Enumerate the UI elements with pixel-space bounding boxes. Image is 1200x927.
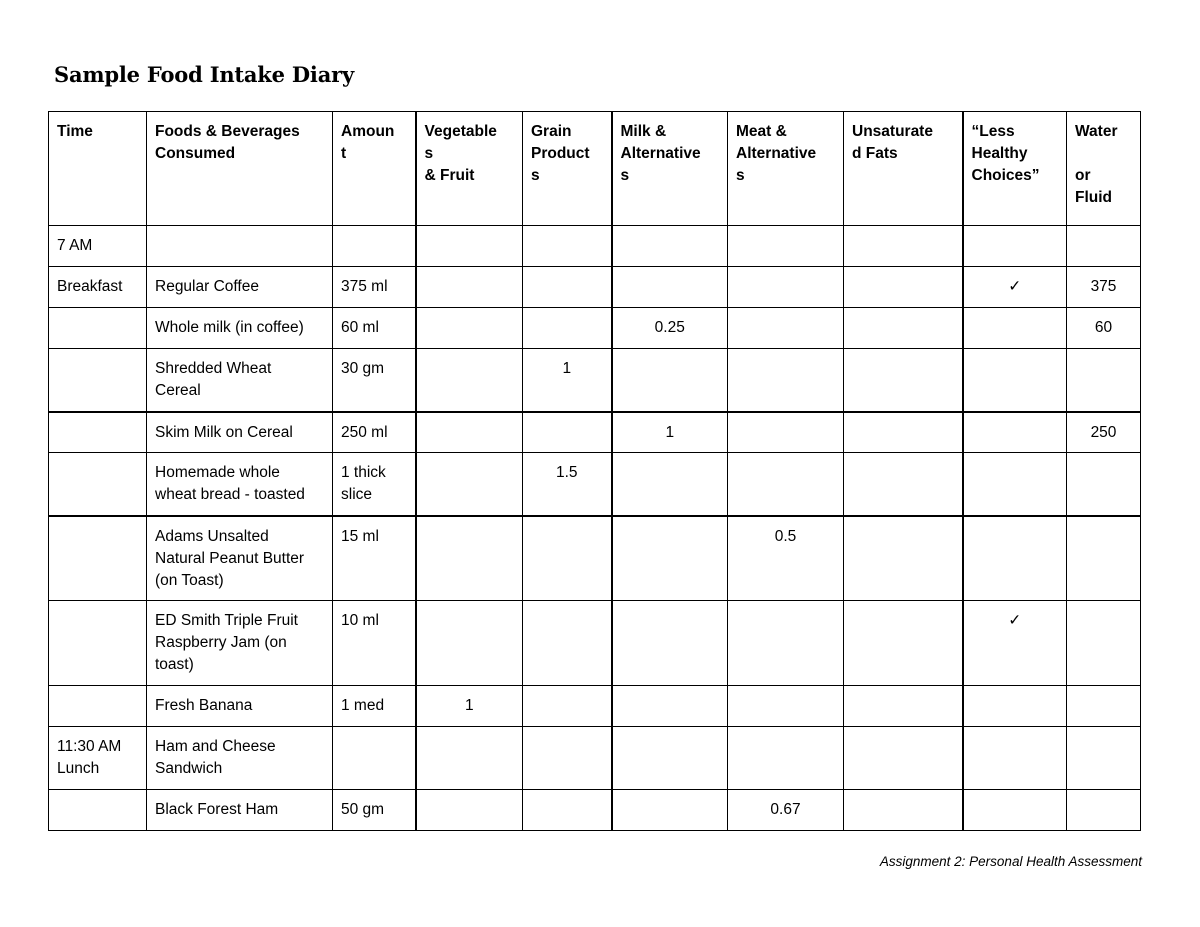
cell-time bbox=[49, 790, 147, 831]
table-row bbox=[49, 267, 1141, 308]
cell-grain bbox=[523, 686, 612, 727]
cell-foods: Whole milk (in coffee) bbox=[147, 308, 333, 349]
column-header-meat: Meat & Alternative s bbox=[728, 112, 844, 226]
cell-veg-fruit bbox=[416, 727, 523, 790]
cell-water bbox=[1067, 349, 1141, 412]
cell-water bbox=[1067, 453, 1141, 516]
cell-less-healthy: ✓ bbox=[963, 601, 1067, 686]
page-title: Sample Food Intake Diary bbox=[54, 62, 354, 87]
table-row bbox=[49, 516, 1141, 601]
cell-unsat-fats bbox=[844, 686, 963, 727]
cell-time bbox=[49, 516, 147, 601]
food-diary-table bbox=[48, 111, 1141, 831]
cell-time: Breakfast bbox=[49, 267, 147, 308]
cell-time bbox=[49, 686, 147, 727]
cell-amount: 1 med bbox=[333, 686, 416, 727]
cell-foods: Fresh Banana bbox=[147, 686, 333, 727]
table-row bbox=[49, 349, 1141, 412]
cell-unsat-fats bbox=[844, 412, 963, 453]
cell-less-healthy bbox=[963, 412, 1067, 453]
cell-amount: 30 gm bbox=[333, 349, 416, 412]
cell-unsat-fats bbox=[844, 267, 963, 308]
cell-unsat-fats bbox=[844, 453, 963, 516]
cell-foods: Ham and Cheese Sandwich bbox=[147, 727, 333, 790]
cell-milk bbox=[612, 226, 728, 267]
cell-foods: Skim Milk on Cereal bbox=[147, 412, 333, 453]
cell-unsat-fats bbox=[844, 226, 963, 267]
cell-foods bbox=[147, 226, 333, 267]
cell-veg-fruit bbox=[416, 516, 523, 601]
table-row bbox=[49, 601, 1141, 686]
cell-grain bbox=[523, 727, 612, 790]
cell-meat bbox=[728, 686, 844, 727]
cell-veg-fruit bbox=[416, 226, 523, 267]
cell-water bbox=[1067, 727, 1141, 790]
cell-milk: 0.25 bbox=[612, 308, 728, 349]
cell-veg-fruit bbox=[416, 412, 523, 453]
cell-meat bbox=[728, 226, 844, 267]
column-header-time: Time bbox=[49, 112, 147, 226]
column-header-water: Water or Fluid bbox=[1067, 112, 1141, 226]
cell-grain bbox=[523, 601, 612, 686]
cell-meat: 0.5 bbox=[728, 516, 844, 601]
cell-unsat-fats bbox=[844, 727, 963, 790]
cell-foods: ED Smith Triple Fruit Raspberry Jam (on toast) bbox=[147, 601, 333, 686]
cell-foods: Homemade whole wheat bread - toasted bbox=[147, 453, 333, 516]
cell-foods: Shredded Wheat Cereal bbox=[147, 349, 333, 412]
cell-water bbox=[1067, 226, 1141, 267]
cell-foods: Regular Coffee bbox=[147, 267, 333, 308]
cell-unsat-fats bbox=[844, 601, 963, 686]
cell-less-healthy bbox=[963, 226, 1067, 267]
table-row bbox=[49, 790, 1141, 831]
cell-less-healthy bbox=[963, 453, 1067, 516]
cell-meat bbox=[728, 453, 844, 516]
cell-water bbox=[1067, 516, 1141, 601]
cell-veg-fruit bbox=[416, 349, 523, 412]
cell-amount: 1 thick slice bbox=[333, 453, 416, 516]
cell-grain bbox=[523, 790, 612, 831]
cell-water bbox=[1067, 790, 1141, 831]
cell-unsat-fats bbox=[844, 349, 963, 412]
cell-milk bbox=[612, 349, 728, 412]
table-row bbox=[49, 308, 1141, 349]
cell-less-healthy bbox=[963, 790, 1067, 831]
column-header-amount: Amoun t bbox=[333, 112, 416, 226]
cell-veg-fruit bbox=[416, 790, 523, 831]
table-row bbox=[49, 727, 1141, 790]
cell-meat bbox=[728, 308, 844, 349]
cell-veg-fruit bbox=[416, 453, 523, 516]
cell-water: 375 bbox=[1067, 267, 1141, 308]
cell-time bbox=[49, 308, 147, 349]
cell-water bbox=[1067, 686, 1141, 727]
cell-water: 60 bbox=[1067, 308, 1141, 349]
cell-unsat-fats bbox=[844, 516, 963, 601]
cell-water bbox=[1067, 601, 1141, 686]
table-row bbox=[49, 226, 1141, 267]
cell-meat bbox=[728, 727, 844, 790]
cell-milk bbox=[612, 686, 728, 727]
column-header-milk: Milk & Alternative s bbox=[612, 112, 728, 226]
cell-veg-fruit bbox=[416, 601, 523, 686]
table-header-row bbox=[49, 112, 1141, 226]
footer-note: Assignment 2: Personal Health Assessment bbox=[879, 854, 1142, 869]
cell-amount: 60 ml bbox=[333, 308, 416, 349]
cell-grain bbox=[523, 267, 612, 308]
column-header-less-healthy: “Less Healthy Choices” bbox=[963, 112, 1067, 226]
cell-water: 250 bbox=[1067, 412, 1141, 453]
cell-amount bbox=[333, 727, 416, 790]
cell-grain bbox=[523, 516, 612, 601]
cell-veg-fruit bbox=[416, 267, 523, 308]
table-row bbox=[49, 453, 1141, 516]
cell-grain: 1.5 bbox=[523, 453, 612, 516]
cell-unsat-fats bbox=[844, 790, 963, 831]
cell-meat bbox=[728, 349, 844, 412]
cell-grain bbox=[523, 412, 612, 453]
cell-meat bbox=[728, 267, 844, 308]
cell-meat: 0.67 bbox=[728, 790, 844, 831]
cell-amount: 250 ml bbox=[333, 412, 416, 453]
cell-meat bbox=[728, 412, 844, 453]
cell-unsat-fats bbox=[844, 308, 963, 349]
cell-milk bbox=[612, 727, 728, 790]
cell-time: 7 AM bbox=[49, 226, 147, 267]
cell-amount: 50 gm bbox=[333, 790, 416, 831]
cell-milk bbox=[612, 601, 728, 686]
cell-grain bbox=[523, 226, 612, 267]
table-row bbox=[49, 686, 1141, 727]
column-header-veg-fruit: Vegetable s & Fruit bbox=[416, 112, 523, 226]
cell-time: 11:30 AM Lunch bbox=[49, 727, 147, 790]
cell-amount: 10 ml bbox=[333, 601, 416, 686]
cell-amount: 15 ml bbox=[333, 516, 416, 601]
cell-less-healthy bbox=[963, 727, 1067, 790]
cell-milk bbox=[612, 516, 728, 601]
column-header-foods: Foods & Beverages Consumed bbox=[147, 112, 333, 226]
cell-time bbox=[49, 601, 147, 686]
cell-milk bbox=[612, 267, 728, 308]
cell-meat bbox=[728, 601, 844, 686]
cell-veg-fruit: 1 bbox=[416, 686, 523, 727]
cell-milk bbox=[612, 453, 728, 516]
cell-milk bbox=[612, 790, 728, 831]
cell-grain bbox=[523, 308, 612, 349]
cell-less-healthy: ✓ bbox=[963, 267, 1067, 308]
cell-grain: 1 bbox=[523, 349, 612, 412]
cell-amount: 375 ml bbox=[333, 267, 416, 308]
cell-less-healthy bbox=[963, 349, 1067, 412]
table-row bbox=[49, 412, 1141, 453]
cell-less-healthy bbox=[963, 308, 1067, 349]
cell-less-healthy bbox=[963, 686, 1067, 727]
cell-foods: Black Forest Ham bbox=[147, 790, 333, 831]
column-header-grain: Grain Product s bbox=[523, 112, 612, 226]
cell-amount bbox=[333, 226, 416, 267]
cell-veg-fruit bbox=[416, 308, 523, 349]
table-body bbox=[49, 226, 1141, 831]
cell-less-healthy bbox=[963, 516, 1067, 601]
cell-time bbox=[49, 412, 147, 453]
cell-foods: Adams Unsalted Natural Peanut Butter (on Toast) bbox=[147, 516, 333, 601]
cell-time bbox=[49, 453, 147, 516]
cell-milk: 1 bbox=[612, 412, 728, 453]
column-header-unsat-fats: Unsaturate d Fats bbox=[844, 112, 963, 226]
cell-time bbox=[49, 349, 147, 412]
